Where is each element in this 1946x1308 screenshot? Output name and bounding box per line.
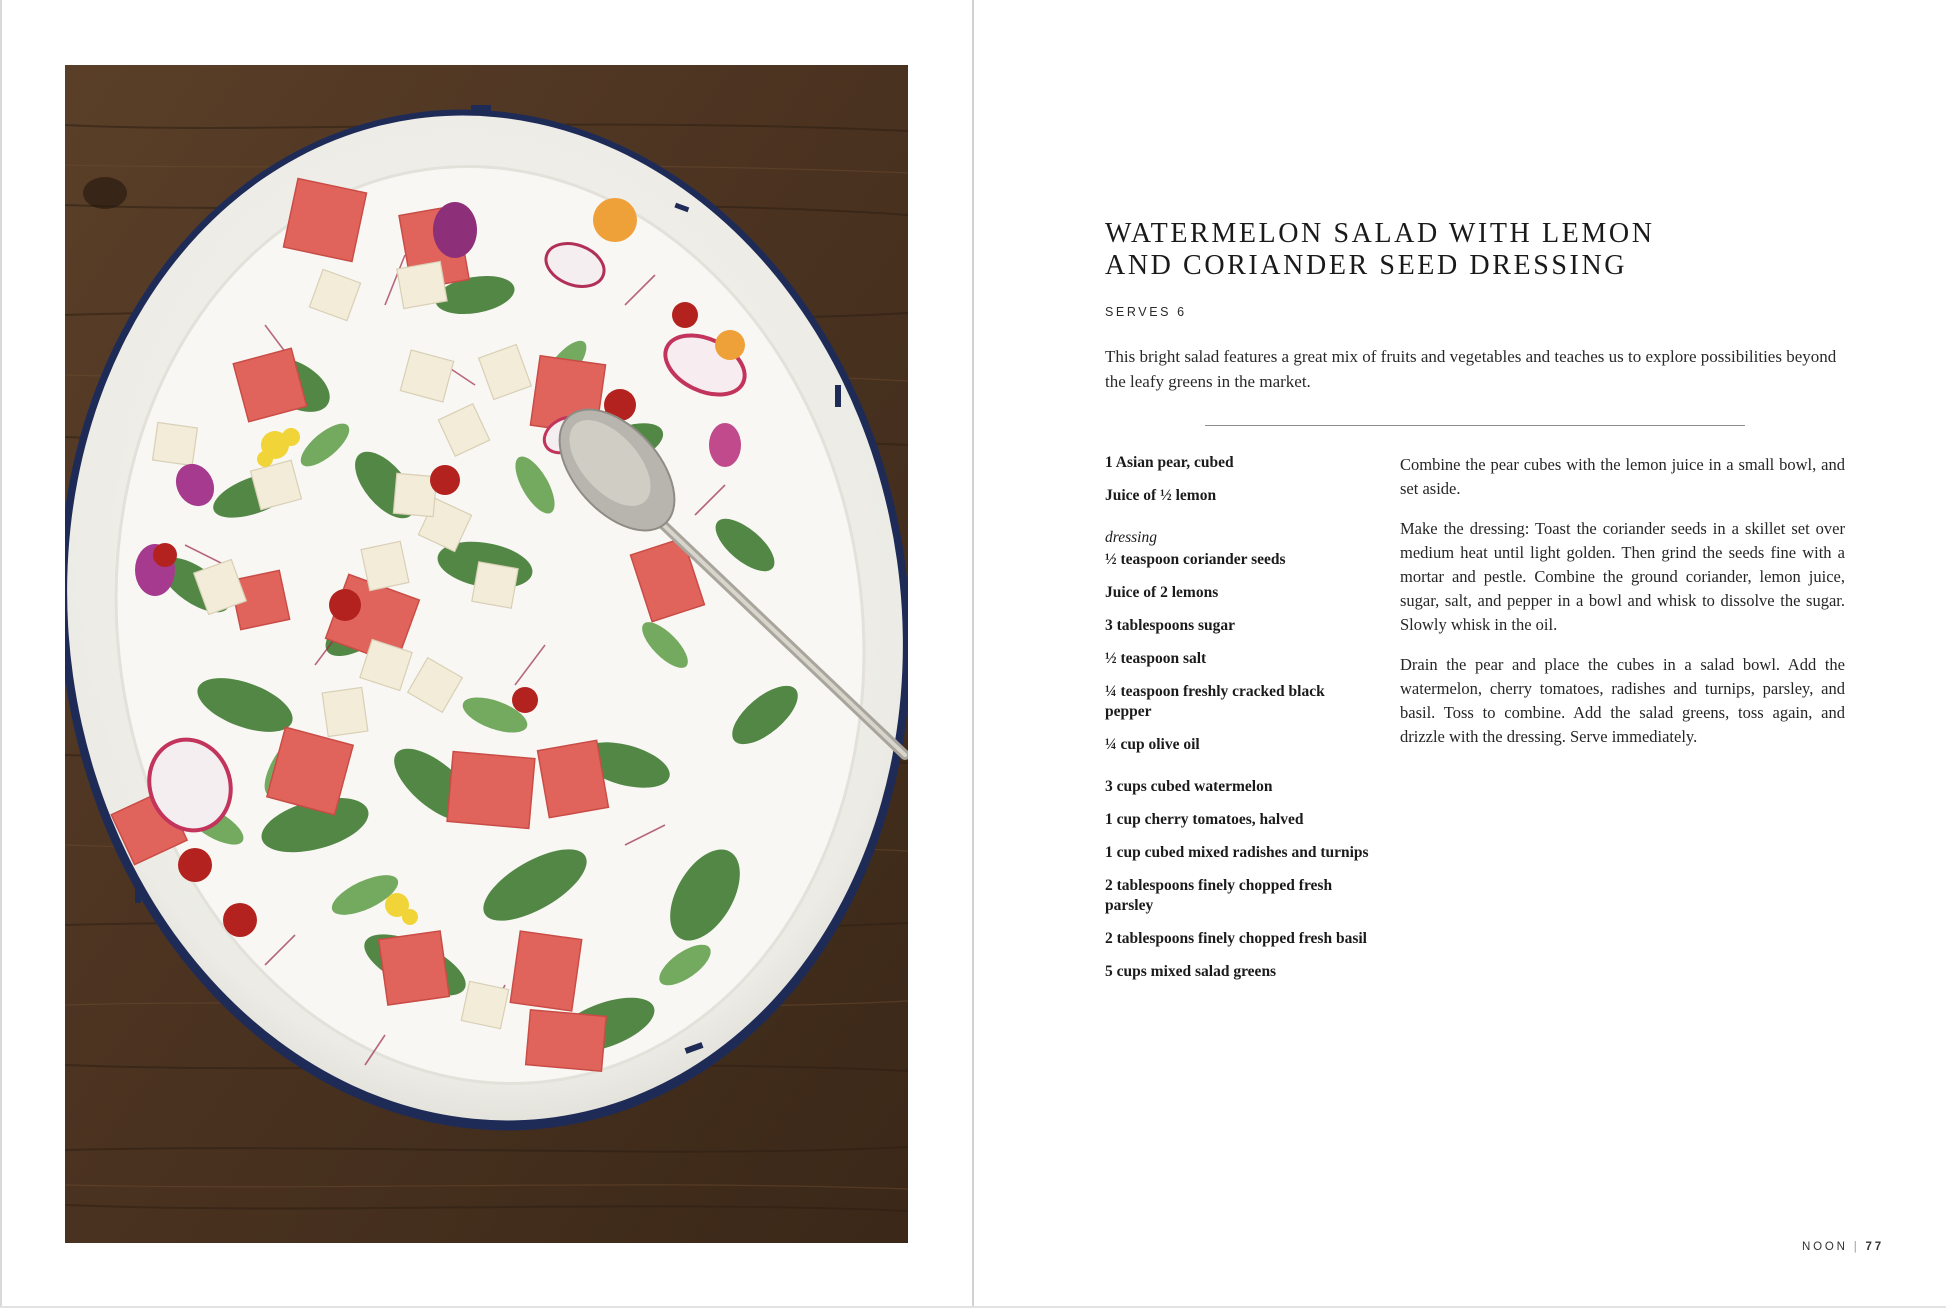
method-step: Make the dressing: Toast the coriander seeds in a skillet set over medium heat until light golden. Then grind the seeds fine with a mortar and pestle. Combine the ground coriander, lemon juice, sugar, salt, and pepper in a bowl and whisk to dissolve the sugar. Slowly whisk in the oil.	[1400, 519, 1845, 634]
method-steps	[1400, 453, 1845, 765]
ingredient-item: 1 cup cherry tomatoes, halved	[1105, 811, 1304, 828]
folio-section: NOON	[1802, 1241, 1848, 1253]
ingredient-item: 3 tablespoons sugar	[1105, 617, 1236, 634]
page-edge	[0, 0, 2, 1308]
ingredient-item: ½ teaspoon salt	[1105, 650, 1207, 667]
ingredient-item: 2 tablespoons finely chopped fresh basil	[1105, 930, 1367, 947]
page-folio	[1802, 1241, 1884, 1253]
ingredient-item: 5 cups mixed salad greens	[1105, 963, 1277, 980]
folio-separator: |	[1853, 1241, 1860, 1253]
ingredient-item: Juice of ½ lemon	[1105, 487, 1217, 504]
ingredient-subheading: dressing	[1105, 529, 1157, 546]
serves-label: SERVES 6	[1105, 305, 1187, 319]
ingredient-item: ½ teaspoon coriander seeds	[1105, 551, 1286, 568]
ingredient-item: 1 Asian pear, cubed	[1105, 454, 1234, 471]
recipe-title-line1: WATERMELON SALAD WITH LEMON	[1105, 218, 1655, 249]
ingredient-item: 3 cups cubed watermelon	[1105, 778, 1273, 795]
ingredient-item: 2 tablespoons finely chopped fresh parsley	[1105, 877, 1333, 914]
ingredient-list	[1105, 453, 1375, 995]
recipe-intro: This bright salad features a great mix of fruits and vegetables and teaches us to explore possibilities beyond the leafy greens in the market.	[1105, 347, 1837, 391]
spine-gutter	[972, 0, 974, 1308]
salad-photo	[65, 65, 908, 1243]
recipe-title-line2: AND CORIANDER SEED DRESSING	[1105, 250, 1628, 281]
method-step: Drain the pear and place the cubes in a salad bowl. Add the watermelon, cherry tomatoes, radishes and turnips, parsley, and basil. Toss to combine. Add the salad greens, toss again, and drizzle with the dressing. Serve immediately.	[1400, 655, 1845, 746]
method-step: Combine the pear cubes with the lemon juice in a small bowl, and set aside.	[1400, 455, 1845, 498]
recipe-title	[1105, 218, 1825, 282]
ingredient-item: ¼ cup olive oil	[1105, 736, 1200, 753]
ingredient-item: Juice of 2 lemons	[1105, 584, 1219, 601]
section-divider	[1205, 425, 1745, 426]
ingredient-item: ¼ teaspoon freshly cracked black pepper	[1105, 683, 1325, 720]
ingredient-item: 1 cup cubed mixed radishes and turnips	[1105, 844, 1369, 861]
page-number: 77	[1865, 1241, 1884, 1253]
